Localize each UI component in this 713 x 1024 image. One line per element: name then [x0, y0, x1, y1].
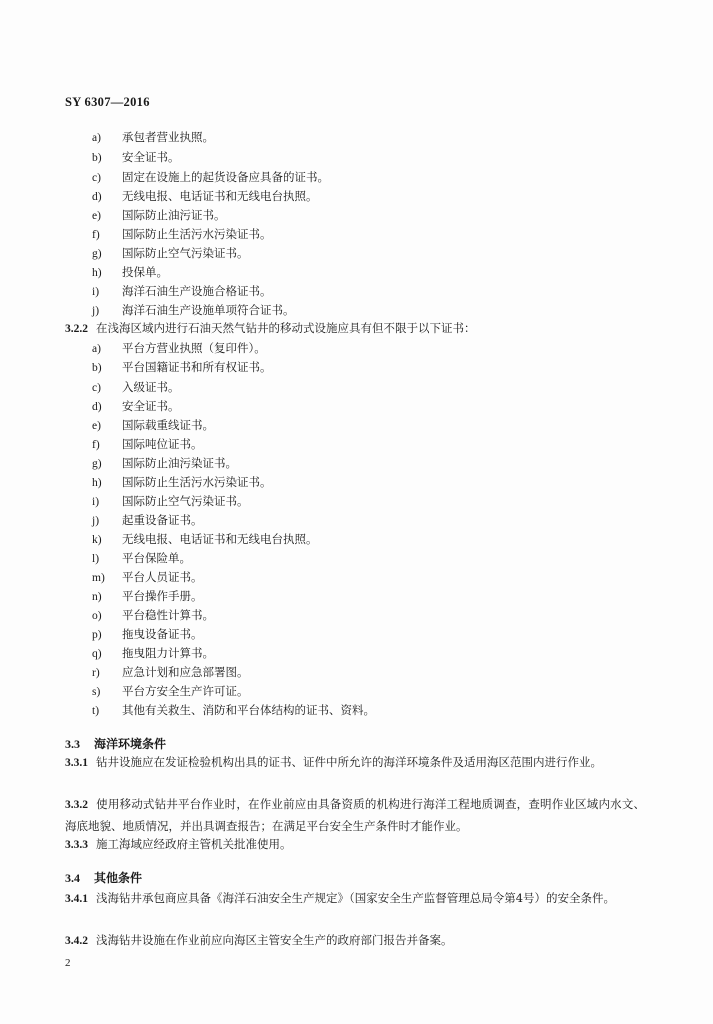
list-item: k) 无线电报、电话证书和无线电台执照。 — [92, 532, 318, 546]
document-code: SY 6307—2016 — [65, 95, 150, 109]
clause-3-4-1: 3.4.1 浅海钻井承包商应具备《海洋石油安全生产规定》（国家安全生产监督管理总局令第4号）的安全条件。 — [65, 891, 616, 905]
list-item: b) 平台国籍证书和所有权证书。 — [92, 360, 272, 374]
list-item: c) 固定在设施上的起货设备应具备的证书。 — [92, 170, 329, 184]
list-item: m) 平台人员证书。 — [92, 570, 203, 584]
list-item: e) 国际载重线证书。 — [92, 418, 214, 432]
list-item: s) 平台方安全生产许可证。 — [92, 684, 249, 698]
list-item: i) 国际防止空气污染证书。 — [92, 494, 249, 508]
list-item: j) 起重设备证书。 — [92, 513, 203, 527]
list-item: f) 国际防止生活污水污染证书。 — [92, 227, 272, 241]
clause-3-3-1: 3.3.1 钻井设施应在发证检验机构出具的证书、证件中所允许的海洋环境条件及适用海区范围内进行作业。 — [65, 755, 602, 769]
list-item: j) 海洋石油生产设施单项符合证书。 — [92, 303, 295, 317]
clause-3-4-2: 3.4.2 浅海钻井设施在作业前应向海区主管安全生产的政府部门报告并备案。 — [65, 933, 453, 947]
list-item: g) 国际防止油污染证书。 — [92, 456, 237, 470]
list-item: n) 平台操作手册。 — [92, 589, 203, 603]
list-item: c) 入级证书。 — [92, 380, 180, 394]
clause-3-3-3: 3.3.3 施工海域应经政府主管机关批准使用。 — [65, 837, 292, 851]
list-item: a) 平台方营业执照（复印件）。 — [92, 341, 266, 355]
list-item: i) 海洋石油生产设施合格证书。 — [92, 284, 272, 298]
clause-3-2-2: 3.2.2 在浅海区域内进行石油天然气钻井的移动式设施应具有但不限于以下证书： — [65, 321, 476, 335]
list-item: a) 承包者营业执照。 — [92, 130, 214, 144]
list-item: f) 国际吨位证书。 — [92, 437, 203, 451]
list-item: e) 国际防止油污证书。 — [92, 208, 226, 222]
list-item: d) 无线电报、电话证书和无线电台执照。 — [92, 189, 318, 203]
list-item: g) 国际防止空气污染证书。 — [92, 246, 249, 260]
section-heading-3-4: 3.4 其他条件 — [65, 871, 143, 885]
list-item: t) 其他有关救生、消防和平台体结构的证书、资料。 — [92, 703, 375, 717]
page-number: 2 — [65, 957, 71, 969]
list-item: p) 拖曳设备证书。 — [92, 627, 203, 641]
clause-3-3-2: 3.3.2 使用移动式钻井平台作业时，在作业前应由具备资质的机构进行海洋工程地质调查，查明作业区域内水文、海底地貌、地质情况，并出具调查报告；在满足平台安全生产条件时才能作业。 — [65, 797, 645, 833]
list-item: o) 平台稳性计算书。 — [92, 608, 214, 622]
list-item: b) 安全证书。 — [92, 150, 180, 164]
list-item: h) 国际防止生活污水污染证书。 — [92, 475, 272, 489]
list-item: r) 应急计划和应急部署图。 — [92, 665, 249, 679]
list-item: h) 投保单。 — [92, 265, 168, 279]
section-heading-3-3: 3.3 海洋环境条件 — [65, 737, 167, 751]
list-item: q) 拖曳阻力计算书。 — [92, 646, 214, 660]
list-item: d) 安全证书。 — [92, 399, 180, 413]
list-item: l) 平台保险单。 — [92, 551, 191, 565]
